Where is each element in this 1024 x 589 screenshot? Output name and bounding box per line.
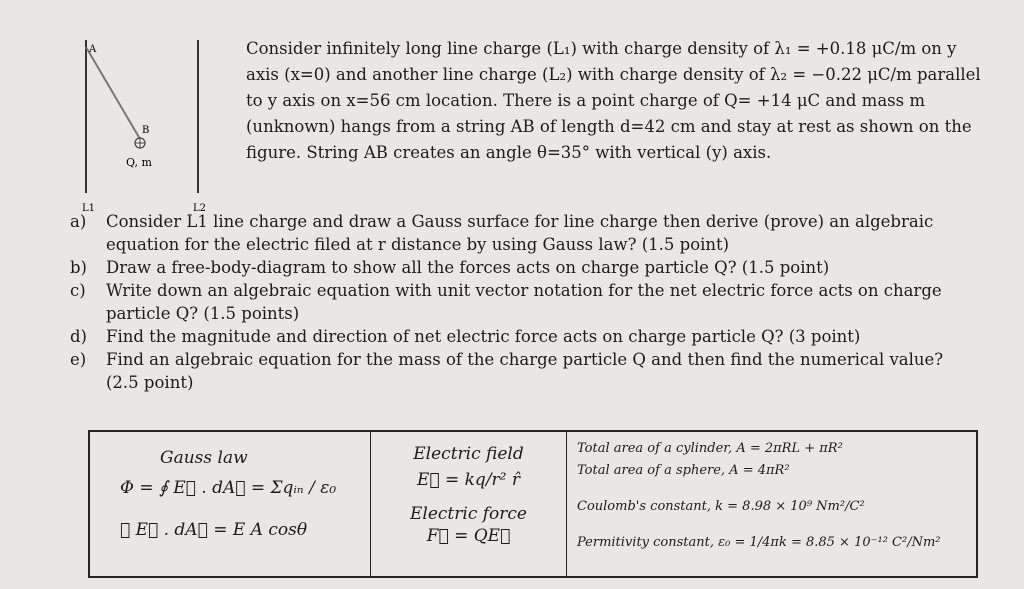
question-c xyxy=(70,279,970,325)
question-text: particle Q? (1.5 points) xyxy=(106,304,300,323)
question-text: equation for the electric filed at r distance by using Gauss law? (1.5 point) xyxy=(106,235,730,254)
force-title: Electric force xyxy=(410,504,527,524)
intro-line: Consider infinitely long line charge (L₁) with charge density of λ₁ = +0.18 μC/m on y xyxy=(246,39,957,58)
coulomb-constant: Coulomb's constant, k = 8.98 × 10⁹ Nm²/C² xyxy=(577,499,865,514)
intro-line: to y axis on x=56 cm location. There is a point charge of Q= +14 μC and mass m xyxy=(246,91,925,110)
intro-line: axis (x=0) and another line charge (L₂) with charge density of λ₂ = −0.22 μC/m parallel xyxy=(246,65,981,84)
question-tag: b) xyxy=(70,258,87,277)
electric-field-cell xyxy=(371,431,567,577)
string-ab xyxy=(86,47,140,139)
question-text: Write down an algebraic equation with unit vector notation for the net electric force acts on charge xyxy=(106,281,942,300)
charge-label: Q, m xyxy=(126,156,152,169)
formula-table xyxy=(88,430,978,578)
line-charge-diagram xyxy=(80,35,230,215)
cylinder-area: Total area of a cylinder, A = 2πRL + πR² xyxy=(577,441,843,456)
problem-statement xyxy=(246,36,986,166)
point-a-label: A xyxy=(89,44,97,55)
question-text: Draw a free-body-diagram to show all the forces acts on charge particle Q? (1.5 point) xyxy=(106,258,830,277)
gauss-equation-1: Φ = ∮ E⃗ . dA⃗ = Σqᵢₙ / ε₀ xyxy=(120,478,337,498)
question-b xyxy=(70,256,970,279)
gauss-law-cell xyxy=(89,431,371,577)
l2-label: L2 xyxy=(193,203,207,214)
question-list xyxy=(70,210,970,394)
l1-label: L1 xyxy=(82,203,96,214)
field-equation: E⃗ = kq/r² r̂ xyxy=(416,470,521,490)
question-text: Consider L1 line charge and draw a Gauss surface for line charge then derive (prove) an algebraic xyxy=(106,212,934,231)
force-equation: F⃗ = QE⃗ xyxy=(426,526,511,546)
permittivity-constant: Permitivity constant, ε₀ = 1/4πk = 8.85 × 10⁻¹² C²/Nm² xyxy=(577,535,941,550)
intro-line: (unknown) hangs from a string AB of length d=42 cm and stay at rest as shown on the xyxy=(246,117,972,136)
question-text: Find an algebraic equation for the mass of the charge particle Q and then find the numerical value? xyxy=(106,350,944,369)
question-tag: c) xyxy=(70,281,86,300)
question-a xyxy=(70,210,970,256)
question-text: Find the magnitude and direction of net electric force acts on charge particle Q? (3 point) xyxy=(106,327,861,346)
physics-figure xyxy=(80,35,230,215)
intro-line: figure. String AB creates an angle θ=35° with vertical (y) axis. xyxy=(246,143,772,162)
question-d xyxy=(70,325,970,348)
question-text: (2.5 point) xyxy=(106,373,194,392)
sphere-area: Total area of a sphere, A = 4πR² xyxy=(577,463,790,478)
field-title: Electric field xyxy=(413,444,524,464)
question-tag: d) xyxy=(70,327,87,346)
constants-cell xyxy=(567,431,978,577)
point-b-label: B xyxy=(142,125,150,136)
question-tag: e) xyxy=(70,350,87,369)
question-e xyxy=(70,348,970,394)
gauss-title: Gauss law xyxy=(160,448,248,468)
gauss-equation-2: ∮ E⃗ . dA⃗ = E A cosθ xyxy=(120,520,308,540)
question-tag: a) xyxy=(70,212,87,231)
